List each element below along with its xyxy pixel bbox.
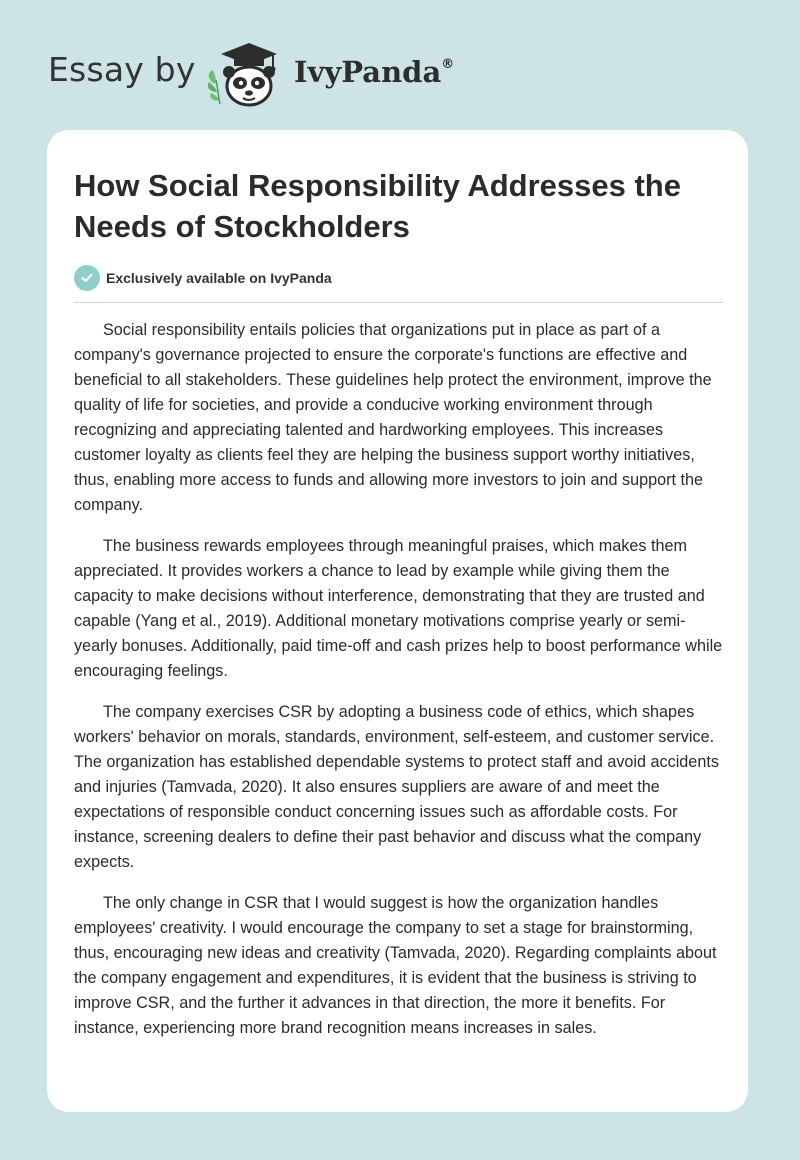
panda-graduate-logo-icon[interactable] <box>203 40 283 108</box>
paragraph: The only change in CSR that I would suggest is how the organization handles employees' creativity. I would encourage the company to set a stage for brainstorming, thus, encouraging new ideas and creativity (Tamvada, 2020). Regarding complaints about the company engagement and expenditures, it is evident that the business is striving to improve CSR, and the further it advances in that direction, the more it benefits. For instance, experiencing more brand recognition means increases in sales. <box>74 894 717 1037</box>
divider <box>74 302 723 303</box>
page-title: How Social Responsibility Addresses the Needs of Stockholders <box>74 168 681 244</box>
essay-by-label: Essay by <box>48 50 196 89</box>
site-header <box>48 40 548 110</box>
paragraph: The company exercises CSR by adopting a business code of ethics, which shapes workers' behavior on morals, standards, environment, self-esteem, and customer service. The organization has established dependable systems to protect staff and avoid accidents and injuries (Tamvada, 2020). It also ensures suppliers are aware of and meet the expectations of responsible conduct concerning issues such as affordable costs. For instance, screening dealers to define their past behavior and discuss what the company expects. <box>74 703 719 871</box>
exclusive-badge <box>74 264 332 292</box>
essay-card <box>47 130 748 1112</box>
brand-name[interactable]: IvyPanda® <box>294 55 455 89</box>
paragraph: The business rewards employees through meaningful praises, which makes them appreciated. It provides workers a chance to lead by example while giving them the capacity to make decisions without interference, demonstrating that they are trusted and capable (Yang et al., 2019). Additional monetary motivations comprise yearly or semi-yearly bonuses. Additionally, paid time-off and cash prizes help to boost performance while encouraging feelings. <box>74 537 723 680</box>
essay-body <box>74 318 726 1057</box>
check-circle-icon <box>74 265 100 291</box>
paragraph: Social responsibility entails policies that organizations put in place as part of a company's governance projected to ensure the corporate's functions are effective and beneficial to all stakeholders. These guidelines help protect the environment, improve the quality of life for societies, and provide a conducive working environment through recognizing and appreciating talented and hardworking employees. This increases customer loyalty as clients feel they are helping the business support worthy initiatives, thus, enabling more access to funds and allowing more investors to join and support the company. <box>74 321 712 514</box>
badge-text: Exclusively available on IvyPanda <box>106 270 332 286</box>
